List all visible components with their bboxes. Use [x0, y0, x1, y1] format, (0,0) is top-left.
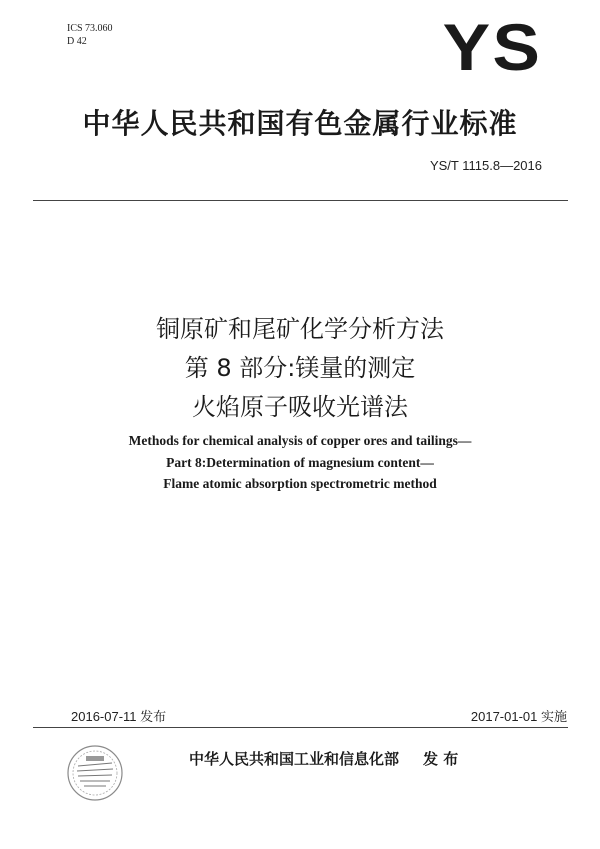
publish-label: 发 布: [423, 750, 459, 768]
title-en-line-2: Part 8:Determination of magnesium content—: [166, 454, 434, 470]
title-cn-line-3: 火焰原子吸收光谱法: [192, 393, 408, 421]
bottom-divider: [33, 727, 568, 728]
ccs-code: D 42: [67, 36, 87, 47]
ys-logo: YS: [442, 10, 542, 84]
document-title-english: [0, 430, 600, 495]
implementation-date: 2017-01-01 实施: [470, 709, 567, 724]
document-title-chinese: [0, 310, 600, 427]
classification-codes: [67, 22, 113, 48]
anti-counterfeit-seal-icon: [66, 744, 124, 802]
standard-code: YS/T 1115.8—2016: [429, 158, 542, 173]
title-cn-line-1: 铜原矿和尾矿化学分析方法: [156, 315, 444, 343]
issuer-name: 中华人民共和国工业和信息化部: [189, 750, 400, 768]
ics-code: ICS 73.060: [67, 23, 113, 34]
standard-title: 中华人民共和国有色金属行业标准: [82, 107, 518, 140]
title-cn-line-2: 第 8 部分:镁量的测定: [184, 354, 416, 382]
top-divider: [33, 200, 568, 201]
title-en-line-3: Flame atomic absorption spectrometric method: [163, 476, 437, 491]
issuing-authority: [189, 748, 458, 769]
issue-date: 2016-07-11 发布: [71, 709, 167, 724]
title-en-line-1: Methods for chemical analysis of copper ores and tailings—: [128, 433, 472, 448]
